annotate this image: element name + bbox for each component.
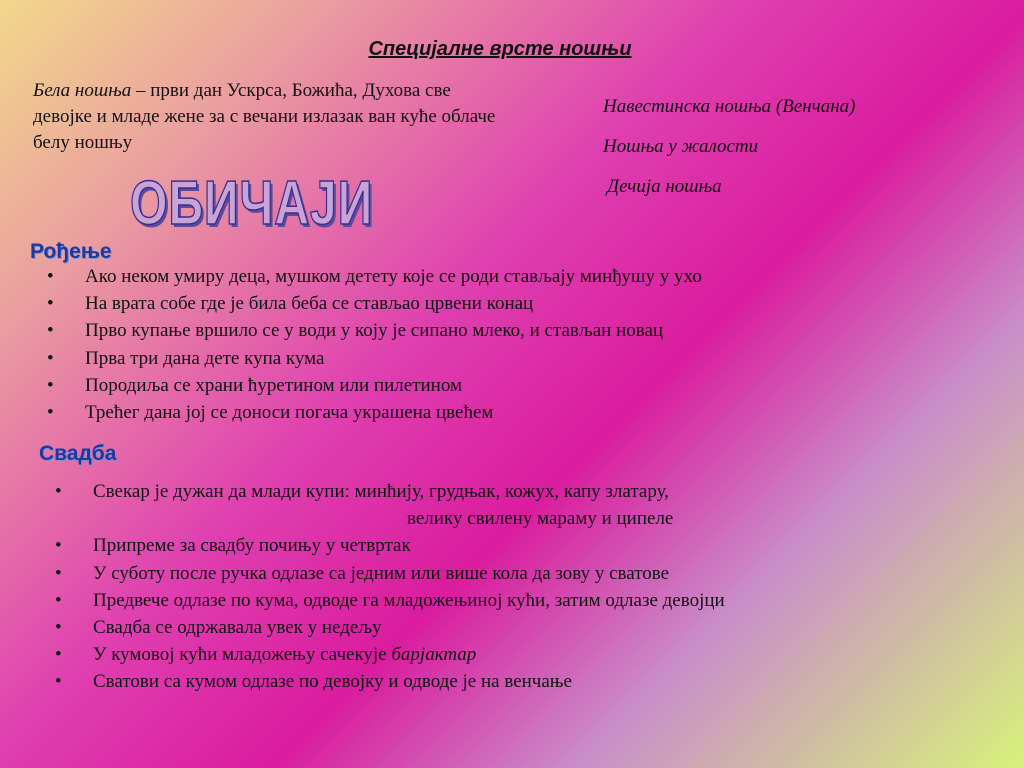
bullet: • <box>55 644 62 666</box>
list-item-text: Сватови са кумом одлазе по девојку и одводе је на венчање <box>93 671 572 693</box>
bela-nosnja-term: Бела ношња <box>33 80 132 101</box>
list-item-text: Предвече одлазе по кума, одводе га младожењиној кући, затим одлазе девојци <box>93 589 725 611</box>
bullet: • <box>47 402 54 424</box>
list-item-text: Ако неком умиру деца, мушком детету које се роди стављају минђушу у ухо <box>85 266 702 287</box>
side-item-vencana: Навестинска ношња (Венчана) <box>603 96 856 117</box>
list-item-text: Породиља се храни ћуретином или пилетином <box>85 374 462 396</box>
list-item-text: велику свилену мараму и ципеле <box>407 508 674 530</box>
svadba-list <box>55 478 725 696</box>
list-item-continuation <box>55 505 725 532</box>
list-item <box>55 614 725 641</box>
side-item-decija: Дечија ношња <box>607 176 722 197</box>
list-item <box>55 668 725 695</box>
list-item-text: Припреме за свадбу почињу у четвртак <box>93 535 411 557</box>
list-item <box>45 345 702 372</box>
bullet: • <box>47 374 54 396</box>
list-item <box>55 532 725 559</box>
bullet: • <box>55 617 62 639</box>
bullet: • <box>47 347 54 369</box>
list-item-text: На врата собе где је била беба се стављао црвени конац <box>85 293 534 315</box>
list-item-text: Трећег дана јој се доноси погача украшена цвећем <box>85 402 494 424</box>
list-item-text: Прва три дана дете купа кума <box>85 347 325 369</box>
list-item <box>45 399 702 426</box>
bullet: • <box>55 535 62 557</box>
bela-nosnja-description: – први дан Ускрса, Божића, Духова све девојке и младе жене за с вечани излазак ван куће облаче белу ношњу <box>33 80 496 153</box>
bullet: • <box>55 671 62 693</box>
list-item <box>55 641 725 668</box>
list-item-text: У суботу после ручка одлазе са једним или више кола да зову у сватове <box>93 562 670 584</box>
list-item <box>45 290 702 317</box>
slide-title: Специјалне врсте ношњи <box>368 38 632 60</box>
barjaktar-emphasis: барјактар <box>391 644 477 666</box>
bullet: • <box>55 481 62 502</box>
list-item-text: Свадба се одржавала увек у недељу <box>93 617 382 639</box>
bullet: • <box>47 320 54 342</box>
bela-nosnja-text <box>33 78 503 156</box>
list-item <box>45 372 702 399</box>
bullet: • <box>55 589 62 611</box>
svadba-heading: Свадба <box>39 442 117 465</box>
list-item <box>45 317 702 344</box>
list-item <box>45 263 702 290</box>
bullet: • <box>47 293 54 315</box>
bullet: • <box>55 562 62 584</box>
list-item <box>55 478 725 505</box>
list-item-text: У кумовој кући младожењу сачекује <box>93 644 392 666</box>
list-item-text: Свекар је дужан да млади купи: минћију, грудњак, кожух, капу златару, <box>93 481 669 502</box>
side-item-zalost: Ношња у жалости <box>603 136 759 157</box>
bullet: • <box>47 266 54 287</box>
list-item <box>55 560 725 587</box>
list-item-text: Прво купање вршило се у води у коју је сипано млеко, и стављан новац <box>85 320 664 342</box>
rodjenje-list <box>45 263 702 426</box>
list-item <box>55 587 725 614</box>
obicaji-wordart: ОБИЧАЈИ <box>130 169 374 238</box>
rodjenje-heading: Рођење <box>30 240 112 263</box>
